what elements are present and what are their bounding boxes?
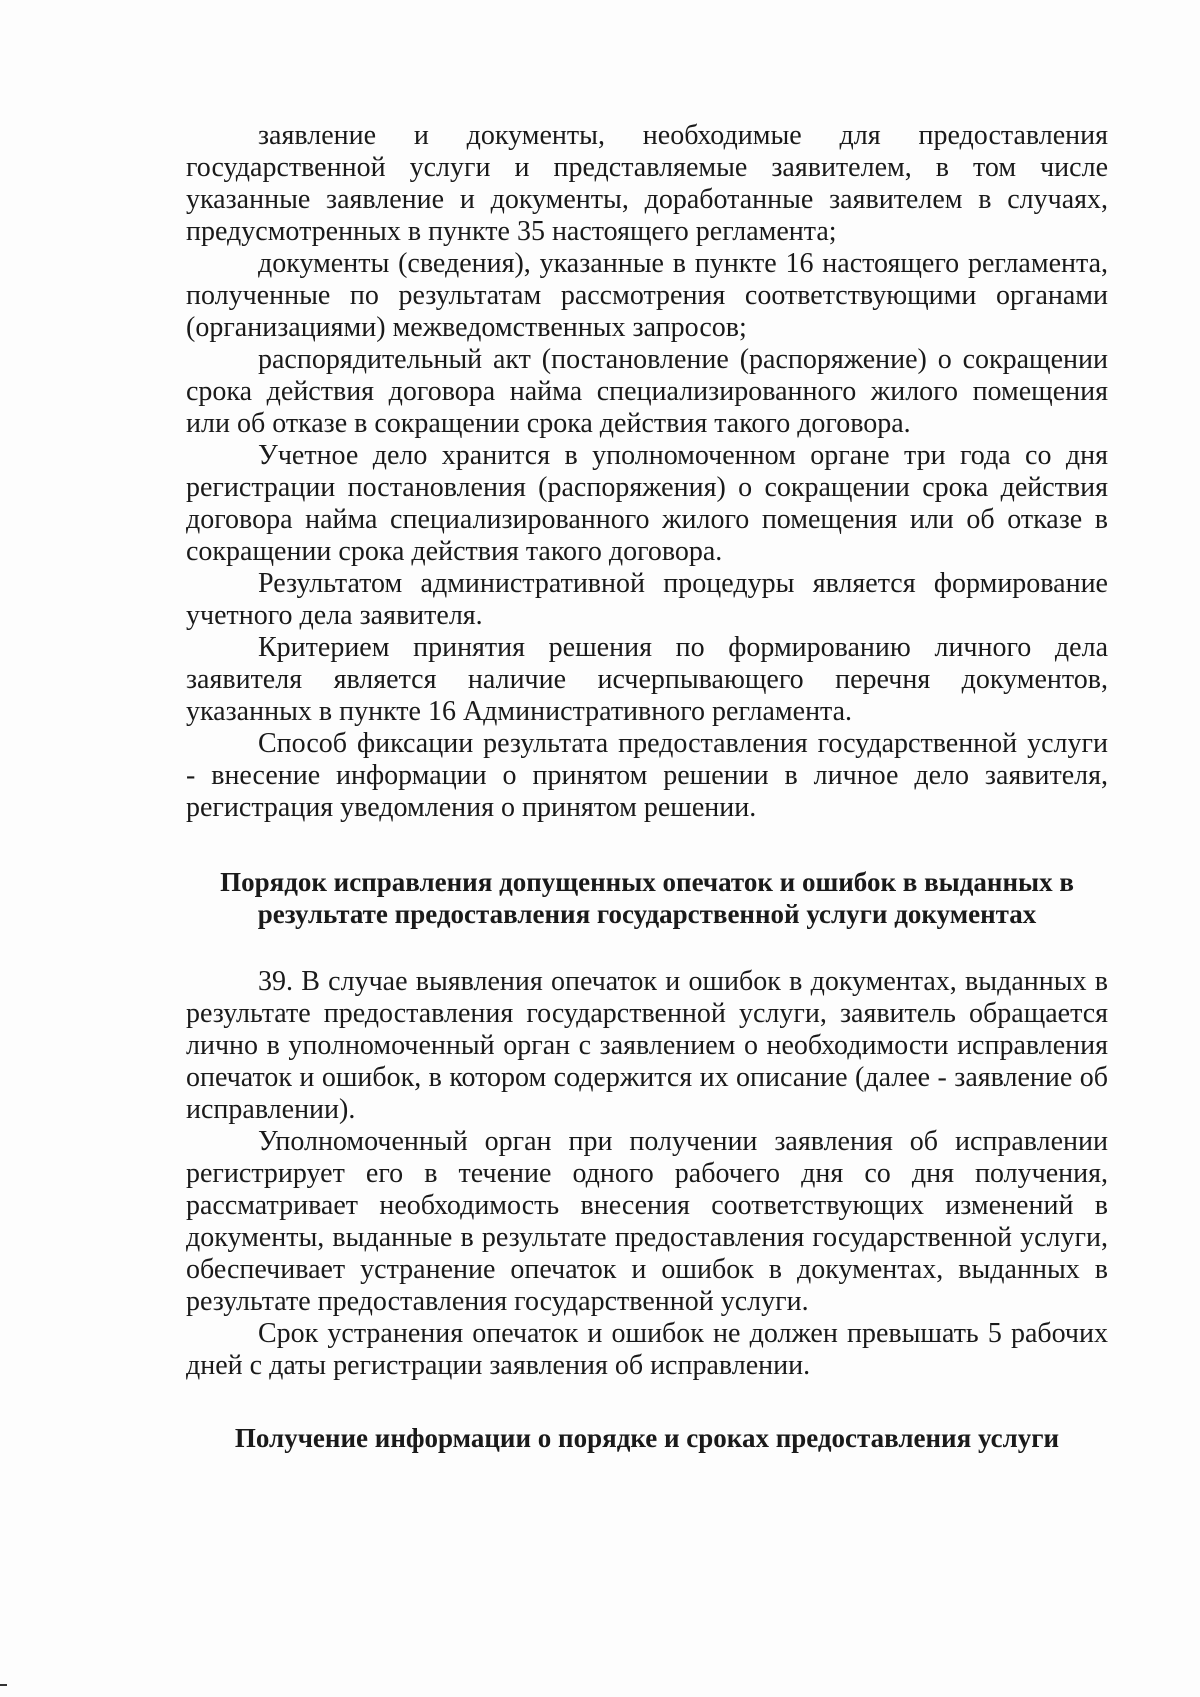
section-heading-error-correction: Порядок исправления допущенных опечаток и ошибок в выданных в результате предоставления государственной услуги документах	[220, 867, 1074, 929]
scan-edge-mark	[0, 1684, 7, 1686]
paragraph-39-error-detection: 39. В случае выявления опечаток и ошибок в документах, выданных в результате предоставления государственной услуги, заявитель обращается лично в уполномоченный орган с заявлением о необходимости исправления опечаток и ошибок, в котором содержится их описание (далее - заявление об исправлении).	[186, 966, 1108, 1125]
paragraph-result-recording: Способ фиксации результата предоставления государственной услуги - внесение информации о принятом решении в личное дело заявителя, регистрация уведомления о принятом решении.	[186, 728, 1108, 823]
paragraph-application-documents: заявление и документы, необходимые для предоставления государственной услуги и представляемые заявителем, в том числе указанные заявление и документы, доработанные заявителем в случаях, предусмотренных в пункте 35 настоящего регламента;	[186, 120, 1108, 247]
section-heading-service-information: Получение информации о порядке и сроках предоставления услуги	[234, 1423, 1060, 1453]
paragraph-administrative-act: распорядительный акт (постановление (распоряжение) о сокращении срока действия договора найма специализированного жилого помещения или об отказе в сокращении срока действия такого договора.	[186, 344, 1108, 439]
document-body	[186, 120, 1108, 1454]
paragraph-decision-criterion: Критерием принятия решения по формированию личного дела заявителя является наличие исчерпывающего перечня документов, указанных в пункте 16 Административного регламента.	[186, 632, 1108, 727]
paragraph-case-storage: Учетное дело хранится в уполномоченном органе три года со дня регистрации постановления (распоряжения) о сокращении срока действия договора найма специализированного жилого помещения или об отказе в сокращении срока действия такого договора.	[186, 440, 1108, 567]
paragraph-procedure-result: Результатом административной процедуры является формирование учетного дела заявителя.	[186, 568, 1108, 631]
paragraph-interagency-documents: документы (сведения), указанные в пункте 16 настоящего регламента, полученные по результатам рассмотрения соответствующими органами (организациями) межведомственных запросов;	[186, 248, 1108, 343]
paragraph-correction-registration: Уполномоченный орган при получении заявления об исправлении регистрирует его в течение одного рабочего дня со дня получения, рассматривает необходимость внесения соответствующих изменений в документы, выданные в результате предоставления государственной услуги, обеспечивает устранение опечаток и ошибок в документах, выданных в результате предоставления государственной услуги.	[186, 1126, 1108, 1317]
paragraph-correction-deadline: Срок устранения опечаток и ошибок не должен превышать 5 рабочих дней с даты регистрации заявления об исправлении.	[186, 1318, 1108, 1381]
